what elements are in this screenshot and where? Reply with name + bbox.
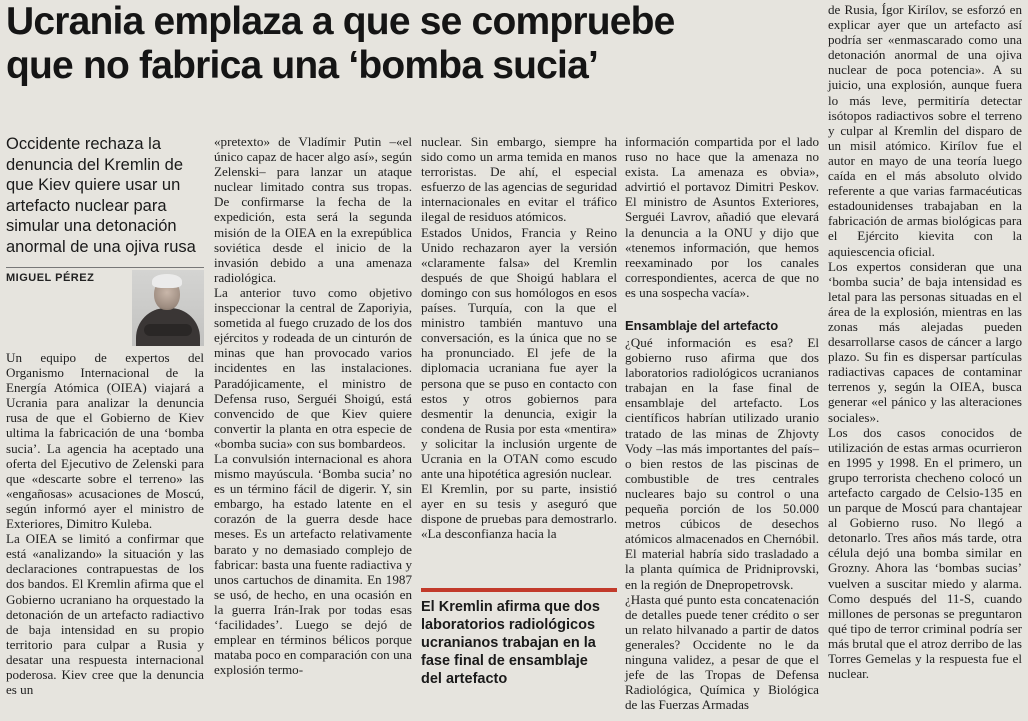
byline-divider [6,267,204,268]
paragraph: «pretexto» de Vladímir Putin –«el único capaz de hacer algo así», según Zelenski– para lanzar un ataque nuclear limitado contra sus tropas. De confirmarse la fecha de la expedición, esta será la segunda misión de la OIEA en la exrepública soviética desde el inicio de la invasión debido a una amenaza radiológica. [214,134,412,285]
portrait-arms [144,324,192,336]
paragraph: de Rusia, Ígor Kirílov, se esforzó en explicar ayer que un artefacto así podría ser «enmascarado como una detonación anormal de una ojiva nuclear de poca potencia». A su juicio, una explosión, aunque fuera lo más leve, permitiría detectar isótopos radiactivos sobre el terreno y culpar al Kremlin del disparo de un misil atómico. Kirílov fue el autor en mayo de una teoría luego caída en el más absoluto olvido referente a que varias farmacéuticas estadounidenses trabajaban en la fabricación de armas biológicas para el Ejército kievita con la aquiescencia oficial. [828,2,1022,259]
paragraph: La convulsión internacional es ahora mismo mayúscula. ‘Bomba sucia’ no es un término fácil de digerir. Y, sin embargo, ha estado latente en el corazón de la guerra desde hace meses. Es un artefacto relativamente barato y no demasiado complejo de fabricar: basta una fuente radiactiva y unos cartuchos de dinamita. En 1987 se usó, de hecho, en una ocasión en la guerra Irán-Irak por todas esas ‘facilidades’. Luego se dejó de emplear en términos bélicos porque mataba poco en comparación con una explosión termo- [214,450,412,678]
article-column-4-top [625,134,819,300]
headline-line-1: Ucrania emplaza a que se compruebe [6,0,675,43]
article-column-1 [6,350,204,697]
paragraph: Estados Unidos, Francia y Reino Unido rechazaron ayer la versión «claramente falsa» del Kremlin después de que Shoigú hablara el domingo con sus homólogos en esos países. Turquía, con la que el ministro también mantuvo una conversación, es la única que no se ha pronunciado. El jefe de la diplomacia ucraniana fue ayer la persona que se puso en contacto con estos y otros gobiernos para desmentir la denuncia, exigir la condena de Rusia por esta «mentira» y solicitar la inclusión urgente de Ucrania en la OTAN como escudo ante una hipotética agresión nuclear. [421,224,617,482]
paragraph: El Kremlin, por su parte, insistió ayer en su tesis y aseguró que dispone de pruebas para demostrarlo. «La desconfianza hacia la [421,481,617,542]
paragraph: nuclear. Sin embargo, siempre ha sido como un arma temida en manos terroristas. De ahí, el especial esfuerzo de las agencias de seguridad internacionales en evitar el tráfico ilegal de residuos atómicos. [421,134,617,225]
paragraph: La OIEA se limitó a confirmar que está «analizando» la situación y las declaraciones contrapuestas de los dos bandos. El Kremlin afirma que el Gobierno ucraniano ha orquestado la detonación de un artefacto radiactivo de baja intensidad en su propio territorio para culpar a Rusia y desatar una respuesta internacional poderosa. Kiev cree que la denuncia es un [6,531,204,698]
pullquote [421,598,617,688]
article-column-2 [214,134,412,677]
pullquote-line: El Kremlin afirma que dos [421,599,600,615]
article-column-4-bottom [625,335,819,712]
paragraph: Los expertos consideran que una ‘bomba sucia’ de baja intensidad es letal para las personas situadas en el área de la explosión, mientras en las zonas más alejadas pueden desarrollarse casos de cáncer a largo plazo. Su fin es dispersar partículas radiactivas capaces de contaminar terrenos y, según la OIEA, busca generar «el pánico y las alteraciones sociales». [828,258,1022,425]
subhead-line: denuncia del Kremlin de [6,155,184,174]
pullquote-rule [421,588,617,592]
pullquote-line: ucranianos trabajan en la [421,635,596,651]
pullquote-line: del artefacto [421,671,508,687]
subheadline [6,134,204,257]
paragraph: Los dos casos conocidos de utilización de estas armas ocurrieron en 1995 y 1998. En el primero, un grupo terrorista checheno colocó un artefacto cargado de Celsio-135 en un parque de Moscú para chantajear al Gobierno ruso. No llegó a detonarlo. Tres años más tarde, otra célula dejó una bomba similar en Grozny. Ahora las ‘bombas sucias’ vuelven a suscitar miedo y alarma. Como después del 11-S, cuando millones de personas se preguntaron qué tipo de terror criminal podría ser más brutal que el atroz derribo de las Torres Gemelas y la respuesta fue el nuclear. [828,424,1022,682]
subhead-line: artefacto nuclear para [6,196,167,215]
paragraph: ¿Hasta qué punto esta concatenación de detalles puede tener crédito o ser un relato hilvanado a partir de datos generales? Occidente no le da ninguna validez, a pesar de que el jefe de las Tropas de Defensa Radiológica, Química y Biológica de las Fuerzas Armadas [625,591,819,713]
portrait-hair [152,274,182,288]
subhead-line: simular una detonación [6,217,177,235]
pullquote-line: laboratorios radiológicos [421,617,596,633]
paragraph: La anterior tuvo como objetivo inspeccionar la central de Zaporiyia, sometida al fuego cruzado de los dos ejércitos y rodeada de un cinturón de minas que han provocado varios incidentes en las instalaciones. Paradójicamente, el ministro de Defensa ruso, Serguéi Shoigú, está convencido de que Kiev quiere convertir la planta en otra especie de «bomba sucia» con sus bombardeos. [214,284,412,451]
article-column-5 [828,2,1022,681]
paragraph: información compartida por el lado ruso no hace que la amenaza no exista. La amenaza es obvia», advirtió el portavoz Dimitri Peskov. El ministro de Asuntos Exteriores, Serguéi Lavrov, añadió que elevará la denuncia a la ONU y dijo que «tenemos información, que hemos reexaminado por los canales correspondientes, acerca de que no es una sospecha vacía». [625,134,819,300]
headline-line-2: que no fabrica una ‘bomba sucia’ [6,44,599,87]
section-heading: Ensamblaje del artefacto [625,318,779,333]
pullquote-line: fase final de ensamblaje [421,653,588,669]
subhead-line: Occidente rechaza la [6,135,162,153]
article-column-3 [421,134,617,542]
author-portrait [132,270,204,346]
byline: MIGUEL PÉREZ [6,272,95,284]
subhead-line: anormal de una ojiva rusa [6,237,196,256]
paragraph: Un equipo de expertos del Organismo Internacional de la Energía Atómica (OIEA) viajará a Ucrania para analizar la denuncia rusa de que el Gobierno de Kiev ultima la fabricación de una ‘bomba sucia’. La agencia ha aceptado una oferta del Ejecutivo de Zelenski para que «descarte sobre el terreno» las «engañosas» acusaciones de Moscú, según informó ayer el ministro de Exteriores, Dimitro Kuleba. [6,350,204,532]
paragraph: ¿Qué información es esa? El gobierno ruso afirma que dos laboratorios radiológicos ucranianos trabajan en la fase final de ensamblaje del artefacto. Los científicos habrían utilizado uranio tratado de las minas de Zhjovty Vody –las más importantes del país– o bien restos de las piscinas de combustible de tres centrales nucleares bajo su control o una pequeña porción de los 50.000 metros cúbicos de desechos atómicos almacenados en Chernóbil. El material habría sido trasladado a la planta química de Pridniprovski, en la región de Dnepropetrovsk. [625,335,819,592]
headline [6,0,818,88]
subhead-line: que Kiev quiere usar un [6,176,181,194]
